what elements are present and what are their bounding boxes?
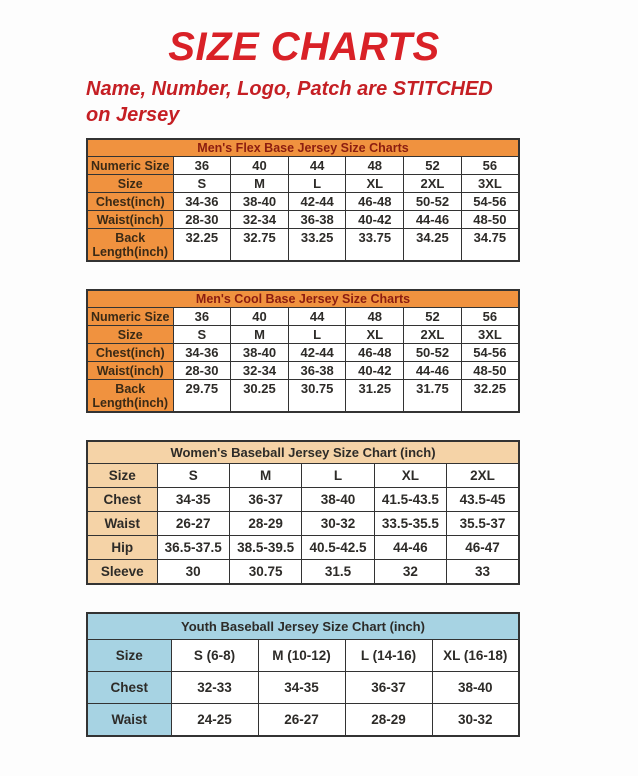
size-value: M: [231, 326, 289, 344]
table-row: [87, 704, 519, 737]
size-value: 26-27: [258, 704, 345, 737]
table-row: [87, 362, 519, 380]
size-table-section-womens: [86, 440, 520, 585]
table-row: [87, 175, 519, 193]
table-row: [87, 193, 519, 211]
size-value: 30-32: [432, 704, 519, 737]
size-value: 48-50: [461, 362, 519, 380]
size-value: 40-42: [346, 362, 404, 380]
size-value: 38-40: [231, 344, 289, 362]
size-value: 48: [346, 157, 404, 175]
size-value: 56: [461, 308, 519, 326]
size-value: 40: [231, 157, 289, 175]
row-label: Chest: [87, 672, 171, 704]
size-value: 44-46: [404, 362, 462, 380]
size-value: 50-52: [404, 344, 462, 362]
size-value: 36.5-37.5: [157, 536, 229, 560]
table-title: Women's Baseball Jersey Size Chart (inch): [87, 441, 519, 464]
size-value: 24-25: [171, 704, 258, 737]
table-row: [87, 488, 519, 512]
size-value: 30: [157, 560, 229, 585]
size-value: 28-30: [173, 362, 231, 380]
table-row: [87, 380, 519, 413]
subtitle-line-1: Name, Number, Logo, Patch are STITCHED: [86, 78, 493, 100]
row-label: Numeric Size: [87, 157, 173, 175]
row-label: Waist(inch): [87, 362, 173, 380]
size-value: 42-44: [288, 344, 346, 362]
size-value: 54-56: [461, 193, 519, 211]
size-value: 34-36: [173, 344, 231, 362]
size-value: 52: [404, 308, 462, 326]
size-value: 33.75: [346, 229, 404, 262]
size-value: L (14-16): [345, 640, 432, 672]
size-value: S: [157, 464, 229, 488]
size-value: 2XL: [404, 175, 462, 193]
size-value: 33: [447, 560, 519, 585]
size-value: 29.75: [173, 380, 231, 413]
size-value: 32.25: [173, 229, 231, 262]
size-charts-page: [0, 26, 638, 776]
size-value: 42-44: [288, 193, 346, 211]
table-row: [87, 536, 519, 560]
tables: [86, 138, 520, 737]
size-value: 3XL: [461, 326, 519, 344]
size-value: 31.5: [302, 560, 374, 585]
size-table-section-mens-flex: [86, 138, 520, 262]
size-value: M: [229, 464, 301, 488]
size-value: 36: [173, 308, 231, 326]
size-value: 46-47: [447, 536, 519, 560]
table-row: [87, 229, 519, 262]
row-label: Sleeve: [87, 560, 157, 585]
size-value: M (10-12): [258, 640, 345, 672]
size-value: L: [288, 175, 346, 193]
table-row: [87, 308, 519, 326]
size-value: 34.25: [404, 229, 462, 262]
row-label: Waist: [87, 704, 171, 737]
row-label: Size: [87, 175, 173, 193]
size-value: 28-29: [345, 704, 432, 737]
size-value: 32-33: [171, 672, 258, 704]
size-value: 36-38: [288, 362, 346, 380]
size-value: 38.5-39.5: [229, 536, 301, 560]
size-value: 32-34: [231, 211, 289, 229]
size-value: 36: [173, 157, 231, 175]
table-row: [87, 464, 519, 488]
size-value: 48: [346, 308, 404, 326]
size-value: 33.25: [288, 229, 346, 262]
size-table-section-youth: [86, 612, 520, 737]
size-table-section-mens-cool: [86, 289, 520, 413]
size-table-youth: [86, 612, 520, 737]
size-value: 2XL: [404, 326, 462, 344]
size-table-mens-flex: [86, 138, 520, 262]
size-value: 28-30: [173, 211, 231, 229]
size-value: 50-52: [404, 193, 462, 211]
row-label: Size: [87, 464, 157, 488]
table-row: [87, 512, 519, 536]
size-value: L: [302, 464, 374, 488]
size-value: 35.5-37: [447, 512, 519, 536]
row-label: Chest(inch): [87, 193, 173, 211]
size-value: 36-37: [345, 672, 432, 704]
table-title: Youth Baseball Jersey Size Chart (inch): [87, 613, 519, 640]
table-title: Men's Cool Base Jersey Size Charts: [87, 290, 519, 308]
size-value: XL: [374, 464, 446, 488]
size-value: 36-38: [288, 211, 346, 229]
size-value: 26-27: [157, 512, 229, 536]
page-header: [86, 26, 522, 128]
row-label: Waist(inch): [87, 211, 173, 229]
size-value: 34.75: [461, 229, 519, 262]
size-value: 52: [404, 157, 462, 175]
table-row: [87, 560, 519, 585]
table-row: [87, 326, 519, 344]
size-value: M: [231, 175, 289, 193]
row-label: Size: [87, 640, 171, 672]
size-value: 48-50: [461, 211, 519, 229]
table-row: [87, 157, 519, 175]
size-value: 38-40: [231, 193, 289, 211]
size-value: XL (16-18): [432, 640, 519, 672]
size-value: 30.25: [231, 380, 289, 413]
size-value: 34-35: [157, 488, 229, 512]
size-value: 33.5-35.5: [374, 512, 446, 536]
size-value: 54-56: [461, 344, 519, 362]
subtitle: [86, 76, 522, 128]
size-value: 2XL: [447, 464, 519, 488]
size-value: 40: [231, 308, 289, 326]
size-value: XL: [346, 326, 404, 344]
size-value: XL: [346, 175, 404, 193]
size-value: 44-46: [404, 211, 462, 229]
size-value: 31.25: [346, 380, 404, 413]
size-value: 38-40: [432, 672, 519, 704]
size-value: 32: [374, 560, 446, 585]
table-row: [87, 211, 519, 229]
size-value: 34-36: [173, 193, 231, 211]
table-title: Men's Flex Base Jersey Size Charts: [87, 139, 519, 157]
size-value: 30.75: [288, 380, 346, 413]
row-label: Back Length(inch): [87, 380, 173, 413]
size-value: 32.75: [231, 229, 289, 262]
size-value: S (6-8): [171, 640, 258, 672]
row-label: Chest: [87, 488, 157, 512]
table-row: [87, 672, 519, 704]
size-value: 34-35: [258, 672, 345, 704]
size-value: 41.5-43.5: [374, 488, 446, 512]
size-value: 46-48: [346, 193, 404, 211]
size-value: 44: [288, 308, 346, 326]
table-row: [87, 344, 519, 362]
row-label: Chest(inch): [87, 344, 173, 362]
size-value: 44-46: [374, 536, 446, 560]
subtitle-line-2: on Jersey: [86, 104, 180, 126]
page-title: SIZE CHARTS: [168, 25, 440, 69]
size-value: 36-37: [229, 488, 301, 512]
table-row: [87, 640, 519, 672]
size-value: 40.5-42.5: [302, 536, 374, 560]
size-value: 56: [461, 157, 519, 175]
row-label: Numeric Size: [87, 308, 173, 326]
row-label: Waist: [87, 512, 157, 536]
row-label: Back Length(inch): [87, 229, 173, 262]
size-value: 28-29: [229, 512, 301, 536]
size-table-mens-cool: [86, 289, 520, 413]
size-value: 31.75: [404, 380, 462, 413]
size-value: 44: [288, 157, 346, 175]
size-value: 38-40: [302, 488, 374, 512]
row-label: Hip: [87, 536, 157, 560]
size-value: 32-34: [231, 362, 289, 380]
size-value: L: [288, 326, 346, 344]
size-value: 43.5-45: [447, 488, 519, 512]
size-table-womens: [86, 440, 520, 585]
size-value: 46-48: [346, 344, 404, 362]
size-value: 30-32: [302, 512, 374, 536]
size-value: 32.25: [461, 380, 519, 413]
size-value: 40-42: [346, 211, 404, 229]
size-value: 30.75: [229, 560, 301, 585]
row-label: Size: [87, 326, 173, 344]
size-value: S: [173, 175, 231, 193]
size-value: S: [173, 326, 231, 344]
size-value: 3XL: [461, 175, 519, 193]
